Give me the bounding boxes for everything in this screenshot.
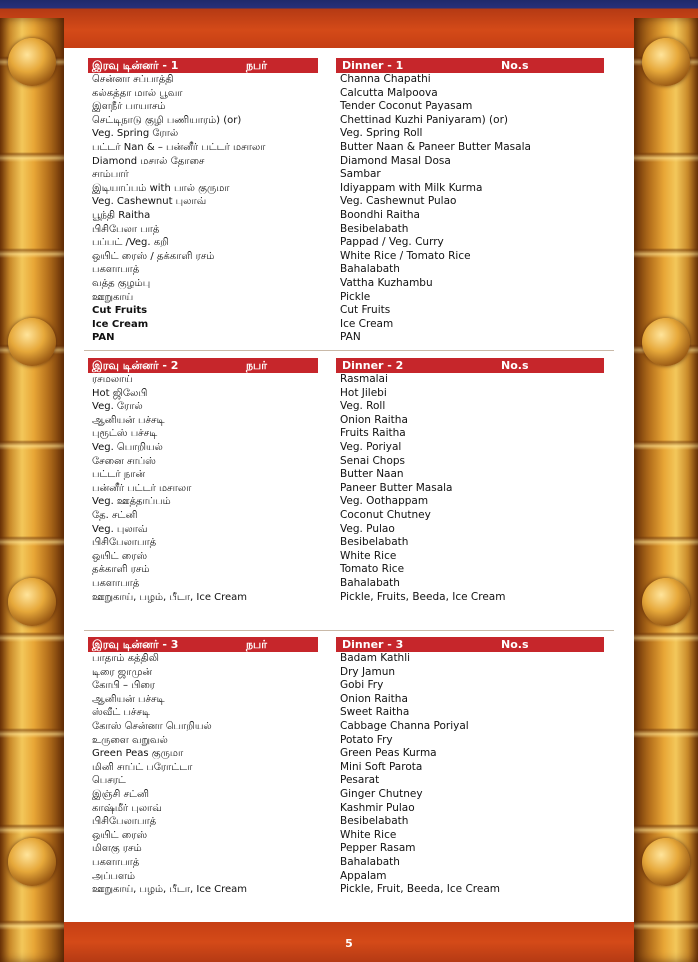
menu-item: பகளாபாத் (92, 577, 140, 589)
menu-item: Veg. ரோல் (92, 401, 143, 413)
section-header (336, 358, 604, 373)
menu-item: கல்கத்தா மால் பூவா (92, 87, 183, 99)
menu-item: பிசிபேலாபாத் (92, 816, 157, 828)
menu-item: செட்டிநாடு குழி பணியாரம்) (or) (92, 114, 242, 126)
tamil-column (88, 637, 318, 897)
section-title: இரவு டின்னர் - 3 (92, 638, 179, 651)
menu-list (336, 73, 604, 345)
menu-item: Fruits Raitha (340, 427, 406, 440)
menu-item: Gobi Fry (340, 679, 384, 692)
menu-item: Pickle, Fruits, Beeda, Ice Cream (340, 590, 506, 603)
section-title: இரவு டின்னர் - 1 (92, 59, 179, 72)
menu-item: ஊறுகாய் (92, 291, 134, 303)
menu-item: Diamond மசால் தோசை (92, 155, 205, 167)
pillar-ornament-icon (8, 38, 56, 86)
menu-item: Butter Naan & Paneer Butter Masala (340, 140, 531, 153)
menu-list (88, 373, 318, 604)
menu-item: Hot ஜிலேபி (92, 387, 148, 399)
menu-item: மினி சாப்ட் பரோட்டா (92, 761, 193, 773)
menu-item: Veg. Cashewnut புலாவ் (92, 196, 207, 208)
menu-item: Besibelabath (340, 222, 409, 235)
menu-item: Butter Naan (340, 468, 404, 481)
menu-item: Sambar (340, 168, 381, 181)
menu-item: PAN (92, 332, 115, 344)
right-temple-pillar-ornament (634, 18, 698, 962)
pillar-ornament-icon (642, 838, 690, 886)
menu-item: Vattha Kuzhambu (340, 276, 433, 289)
menu-item: Green Peas குருமா (92, 748, 184, 760)
menu-item: சென்னா சப்பாத்தி (92, 74, 174, 85)
menu-item: பகளாபாத் (92, 264, 140, 276)
tamil-column (88, 58, 318, 345)
menu-item: Badam Kathli (340, 652, 411, 664)
menu-item: Idiyappam with Milk Kurma (340, 181, 483, 194)
menu-item: Bahalabath (340, 576, 400, 589)
menu-item: வத்த குழம்பு (92, 277, 151, 289)
menu-item: இளநீர் பாயாசம் (92, 101, 166, 113)
menu-item: கோபி – பிரை (92, 680, 155, 692)
count-label: No.s (501, 359, 529, 372)
menu-item: Veg. Poriyal (340, 440, 402, 453)
menu-list (88, 652, 318, 897)
english-column (336, 358, 604, 604)
section-title: Dinner - 1 (342, 59, 404, 72)
menu-item: White Rice (340, 549, 397, 562)
section-header (88, 58, 318, 73)
page-number: 5 (345, 937, 353, 950)
menu-item: Besibelabath (340, 536, 409, 549)
count-label: நபர் (246, 638, 267, 651)
menu-item: Bahalabath (340, 263, 400, 276)
menu-item: Diamond Masal Dosa (340, 154, 451, 167)
menu-item: Onion Raitha (340, 692, 408, 705)
menu-item: Veg. Spring Roll (340, 127, 423, 140)
count-label: நபர் (246, 359, 267, 372)
menu-item: Coconut Chutney (340, 508, 431, 521)
section-title: Dinner - 2 (342, 359, 404, 372)
menu-item: அப்பளம் (92, 870, 136, 882)
menu-item: White Rice (340, 828, 397, 841)
menu-item: பிசிபேலாபாத் (92, 537, 157, 549)
menu-item: Veg. பொறியல் (92, 441, 163, 453)
menu-item: பெசரட் (92, 775, 126, 787)
pillar-ornament-icon (8, 318, 56, 366)
menu-item: Paneer Butter Masala (340, 481, 453, 494)
menu-item: Pickle (340, 290, 371, 303)
menu-item: புரூட்ஸ் பச்சடி (92, 428, 158, 440)
menu-item: பட்டர் Nan & – பன்னீர் பட்டர் மசாலா (92, 141, 266, 153)
menu-item: இடியாப்பம் with பால் குருமா (92, 182, 230, 194)
menu-item: ஆனியன் பச்சடி (92, 693, 165, 705)
count-label: நபர் (246, 59, 267, 72)
menu-content-area (64, 48, 634, 922)
menu-item: Besibelabath (340, 815, 409, 828)
menu-item: டிரை ஜாமுன் (92, 666, 153, 678)
menu-item: Veg. Oothappam (340, 495, 429, 508)
menu-item: Bahalabath (340, 855, 400, 868)
menu-item: Cut Fruits (340, 304, 391, 317)
menu-item: ஒயிட் ரைஸ் / தக்காளி ரசம் (92, 250, 215, 262)
menu-item: Channa Chapathi (340, 73, 431, 85)
menu-item: Chettinad Kuzhi Paniyaram) (or) (340, 113, 508, 126)
menu-item: சேனை சாப்ஸ் (92, 455, 156, 467)
menu-item: Mini Soft Parota (340, 760, 423, 773)
menu-item: Veg. Pulao (340, 522, 395, 535)
section-title: Dinner - 3 (342, 638, 404, 651)
menu-item: ஆனியன் பச்சடி (92, 414, 165, 426)
section-title: இரவு டின்னர் - 2 (92, 359, 179, 372)
section-header (336, 637, 604, 652)
menu-item: Tender Coconut Payasam (340, 100, 473, 113)
english-column (336, 58, 604, 345)
menu-item: Senai Chops (340, 454, 406, 467)
menu-item: Kashmir Pulao (340, 801, 415, 814)
menu-item: Pepper Rasam (340, 842, 416, 855)
section-header (336, 58, 604, 73)
menu-item: Pesarat (340, 774, 380, 787)
left-temple-pillar-ornament (0, 18, 64, 962)
menu-item: Cabbage Channa Poriyal (340, 719, 469, 732)
menu-item: Hot Jilebi (340, 386, 387, 399)
menu-list (336, 652, 604, 897)
menu-item: ஸ்வீட் பச்சடி (92, 707, 150, 719)
menu-item: ஊறுகாய், பழம், பீடா, Ice Cream (92, 591, 248, 603)
menu-item: பப்பட் /Veg. கறி (92, 237, 169, 249)
menu-item: தே. சட்னி (92, 509, 138, 521)
menu-item: தக்காளி ரசம் (92, 564, 150, 576)
pillar-ornament-icon (642, 38, 690, 86)
menu-item: PAN (340, 331, 361, 344)
menu-item: பாதாம் கத்திலி (92, 653, 159, 664)
menu-item: Rasmalai (340, 373, 388, 385)
menu-item: Cut Fruits (92, 305, 148, 317)
menu-item: Veg. Cashewnut Pulao (340, 195, 457, 208)
menu-item: Green Peas Kurma (340, 747, 437, 760)
menu-item: Boondhi Raitha (340, 208, 420, 221)
menu-item: Ice Cream (92, 318, 149, 330)
menu-item: Veg. ஊத்தாப்பம் (92, 496, 171, 508)
pillar-ornament-icon (8, 838, 56, 886)
menu-list (88, 73, 318, 345)
menu-item: Ice Cream (340, 317, 394, 330)
menu-item: கோஸ் சென்னா பொறியல் (92, 720, 212, 732)
menu-item: Ginger Chutney (340, 787, 423, 800)
menu-list (336, 373, 604, 604)
menu-item: Calcutta Malpoova (340, 86, 438, 99)
menu-item: சாம்பார் (92, 169, 129, 181)
pillar-ornament-icon (642, 578, 690, 626)
menu-item: White Rice / Tomato Rice (340, 249, 471, 262)
menu-item: இஞ்சி சட்னி (92, 788, 149, 800)
menu-item: பகளாபாத் (92, 856, 140, 868)
menu-item: Potato Fry (340, 733, 393, 746)
section-divider (84, 350, 614, 351)
english-column (336, 637, 604, 897)
menu-item: காஷ்மீர் புலாவ் (92, 802, 162, 814)
section-divider (84, 630, 614, 631)
menu-item: Tomato Rice (340, 563, 405, 576)
top-decorative-band (0, 0, 698, 48)
count-label: No.s (501, 638, 529, 651)
menu-item: பட்டர் நான் (92, 469, 146, 481)
menu-item: மிளகு ரசம் (92, 843, 142, 855)
pillar-ornament-icon (8, 578, 56, 626)
menu-item: Pappad / Veg. Curry (340, 236, 444, 249)
menu-item: பூந்தி Raitha (92, 209, 151, 221)
menu-item: Veg. புலாவ் (92, 523, 148, 535)
menu-item: ஊறுகாய், பழம், பீடா, Ice Cream (92, 884, 248, 896)
menu-item: Onion Raitha (340, 413, 408, 426)
section-header (88, 637, 318, 652)
menu-item: Dry Jamun (340, 665, 396, 678)
menu-item: Sweet Raitha (340, 706, 410, 719)
count-label: No.s (501, 59, 529, 72)
section-header (88, 358, 318, 373)
menu-item: Veg. Spring ரோல் (92, 128, 179, 140)
menu-item: உருளை வறுவல் (92, 734, 168, 746)
menu-item: ரசமலாய் (92, 374, 133, 385)
menu-item: பன்னீர் பட்டர் மசாலா (92, 482, 192, 494)
tamil-column (88, 358, 318, 604)
menu-item: Veg. Roll (340, 400, 386, 413)
menu-item: Pickle, Fruit, Beeda, Ice Cream (340, 883, 500, 896)
menu-item: ஒயிட் ரைஸ் (92, 829, 148, 841)
menu-item: ஒயிட் ரைஸ் (92, 550, 148, 562)
pillar-ornament-icon (642, 318, 690, 366)
menu-item: பிசிபேலா பாத் (92, 223, 160, 235)
menu-item: Appalam (340, 869, 387, 882)
